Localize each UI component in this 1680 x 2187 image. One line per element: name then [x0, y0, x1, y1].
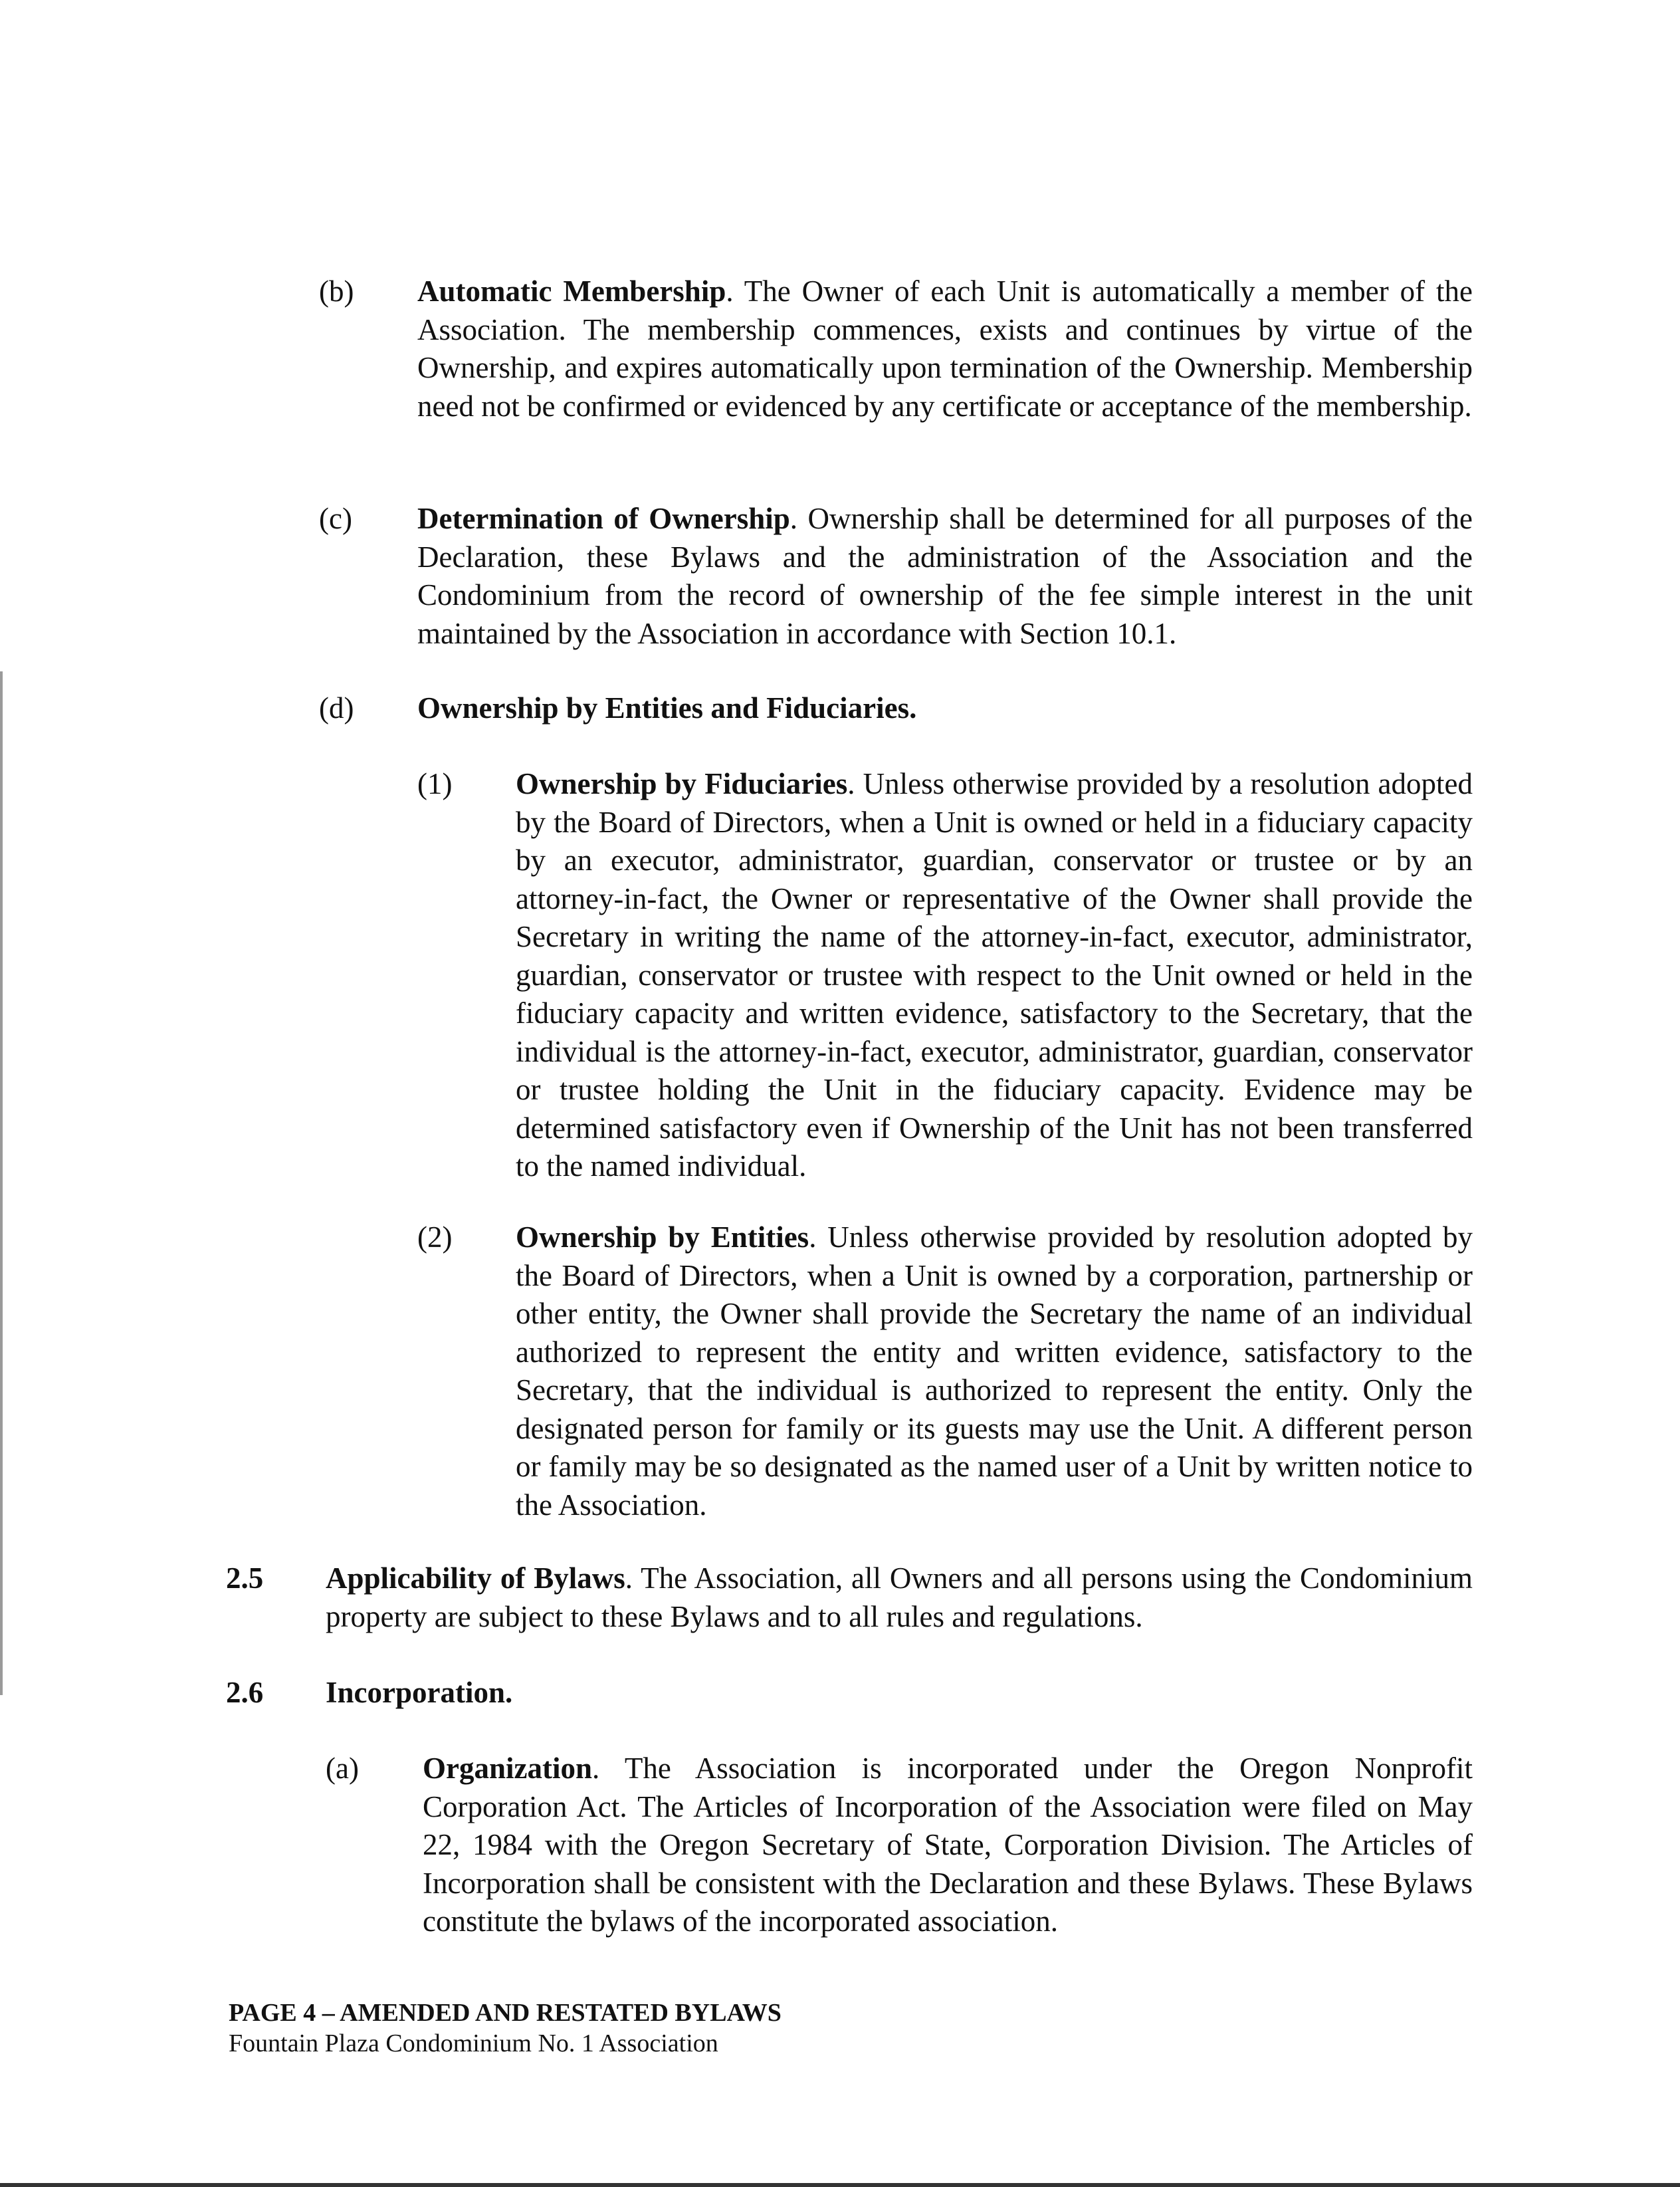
- text-determination-of-ownership: . Ownership shall be determined for all purposes of the Declaration, these Bylaws and the administration of the Association and the Condominium from the record of ownership of the fee simple interest in the unit maintained by the Association in accordance with Section 10.1.: [417, 502, 1473, 650]
- paragraph-applicability-of-bylaws: [326, 1559, 1473, 1636]
- heading-ownership-by-entities-and-fiduciaries: Ownership by Entities and Fiduciaries.: [417, 691, 917, 725]
- item-label-d2: (2): [417, 1220, 453, 1254]
- scan-edge-left: [0, 671, 3, 1695]
- section-number-2-5: 2.5: [226, 1561, 264, 1595]
- heading-ownership-by-entities: Ownership by Entities: [516, 1220, 809, 1254]
- footer-subtitle: Fountain Plaza Condominium No. 1 Association: [229, 2029, 718, 2057]
- text-organization: . The Association is incorporated under the Oregon Nonprofit Corporation Act. The Articles of Incorporation of the Association were filed on May 22, 1984 with the Oregon Secretary of State, Corporation Division. The Articles of Incorporation shall be consistent with the Declaration and these Bylaws. These Bylaws constitute the bylaws of the incorporated association.: [423, 1752, 1473, 1938]
- paragraph-determination-of-ownership: [417, 500, 1473, 653]
- text-ownership-by-entities: . Unless otherwise provided by resolution adopted by the Board of Directors, when a Unit is owned by a corporation, partnership or other entity, the Owner shall provide the Secretary the name of an individual authorized to represent the entity and written evidence, satisfactory to the Secretary, that the individual is authorized to represent the entity. Only the designated person for family or its guests may use the Unit. A different person or family may be so designated as the named user of a Unit by written notice to the Association.: [516, 1220, 1473, 1522]
- paragraph-ownership-by-entities: [516, 1218, 1473, 1524]
- section-number-2-6: 2.6: [226, 1676, 264, 1709]
- heading-organization: Organization: [423, 1752, 592, 1785]
- footer-title: PAGE 4 – AMENDED AND RESTATED BYLAWS: [229, 1999, 782, 2027]
- item-label-b: (b): [319, 275, 354, 308]
- heading-automatic-membership: Automatic Membership: [417, 275, 726, 308]
- paragraph-automatic-membership: [417, 273, 1473, 425]
- text-applicability-of-bylaws: . The Association, all Owners and all persons using the Condominium property are subject to these Bylaws and to all rules and regulations.: [326, 1561, 1473, 1633]
- scan-edge-bottom: [0, 2183, 1680, 2187]
- heading-applicability-of-bylaws: Applicability of Bylaws: [326, 1561, 625, 1595]
- item-label-a: (a): [326, 1752, 359, 1785]
- item-label-d: (d): [319, 691, 354, 725]
- heading-determination-of-ownership: Determination of Ownership: [417, 502, 790, 535]
- paragraph-organization: [423, 1750, 1473, 1941]
- item-label-d1: (1): [417, 767, 453, 800]
- item-label-c: (c): [319, 502, 352, 535]
- text-automatic-membership: . The Owner of each Unit is automatically a member of the Association. The membership commences, exists and continues by virtue of the Ownership, and expires automatically upon termination of the Ownership. Membership need not be confirmed or evidenced by any certificate or acceptance of the membership.: [417, 275, 1473, 423]
- heading-ownership-by-fiduciaries: Ownership by Fiduciaries: [516, 767, 848, 800]
- heading-incorporation: Incorporation.: [326, 1676, 513, 1709]
- text-ownership-by-fiduciaries: . Unless otherwise provided by a resolution adopted by the Board of Directors, when a Unit is owned or held in a fiduciary capacity by an executor, administrator, guardian, conservator or trustee or by an attorney-in-fact, the Owner or representative of the Owner shall provide the Secretary in writing the name of the attorney-in-fact, executor, administrator, guardian, conservator or trustee with respect to the Unit owned or held in the fiduciary capacity and written evidence, satisfactory to the Secretary, that the individual is the attorney-in-fact, executor, administrator, guardian, conservator or trustee holding the Unit in the fiduciary capacity. Evidence may be determined satisfactory even if Ownership of the Unit has not been transferred to the named individual.: [516, 767, 1473, 1183]
- paragraph-ownership-by-fiduciaries: [516, 765, 1473, 1186]
